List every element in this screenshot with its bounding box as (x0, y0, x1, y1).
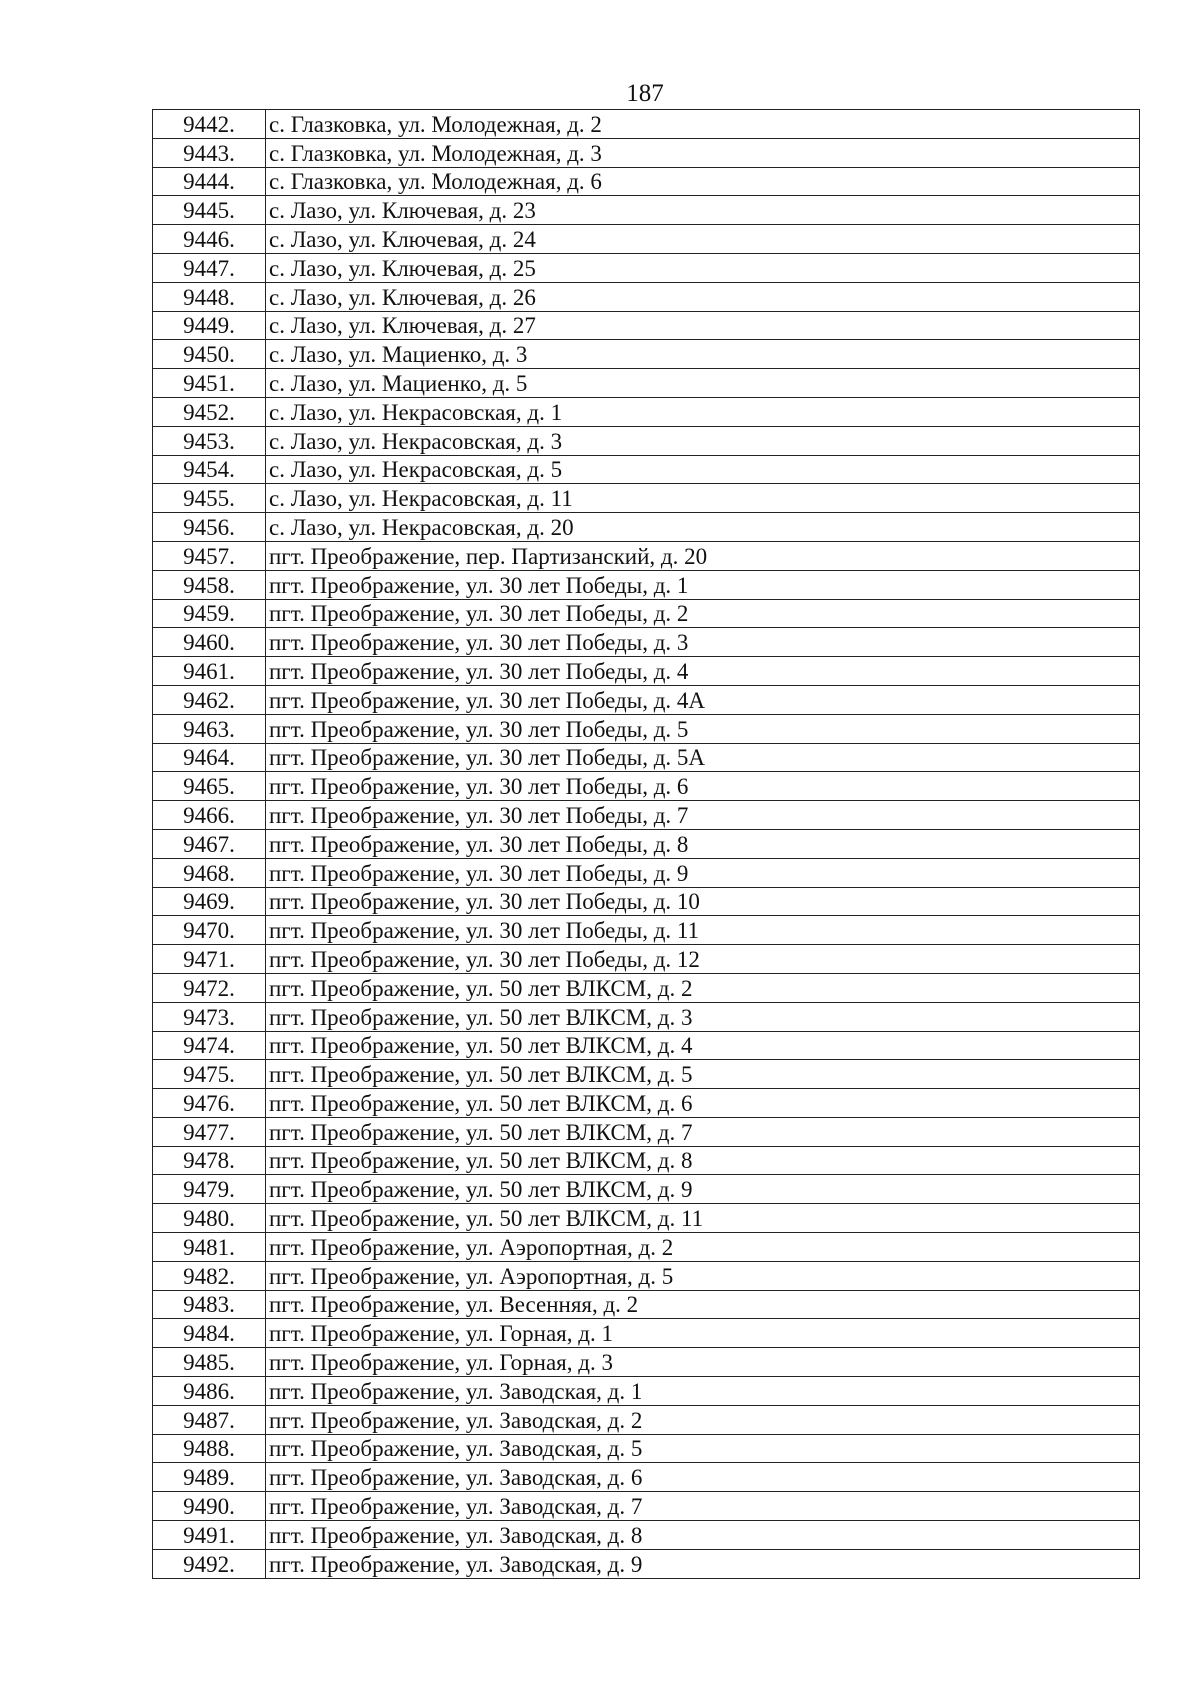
row-address: пгт. Преображение, ул. 50 лет ВЛКСМ, д. 11 (266, 1204, 1140, 1233)
row-address: пгт. Преображение, ул. 30 лет Победы, д. 12 (266, 945, 1140, 974)
row-address: с. Лазо, ул. Ключевая, д. 25 (266, 253, 1140, 282)
row-address: пгт. Преображение, ул. Заводская, д. 7 (266, 1492, 1140, 1521)
row-number: 9491. (153, 1521, 266, 1550)
row-address: пгт. Преображение, ул. Аэропортная, д. 5 (266, 1261, 1140, 1290)
row-number: 9470. (153, 916, 266, 945)
row-address: пгт. Преображение, ул. Заводская, д. 9 (266, 1549, 1140, 1578)
row-number: 9480. (153, 1204, 266, 1233)
row-address: пгт. Преображение, ул. 50 лет ВЛКСМ, д. 3 (266, 1002, 1140, 1031)
row-number: 9444. (153, 167, 266, 196)
row-address: пгт. Преображение, ул. Горная, д. 3 (266, 1348, 1140, 1377)
row-address: пгт. Преображение, ул. 30 лет Победы, д. 5 (266, 714, 1140, 743)
table-row (153, 1377, 1140, 1406)
table-row (153, 1290, 1140, 1319)
table-row (153, 1060, 1140, 1089)
row-address: пгт. Преображение, ул. 30 лет Победы, д. 7 (266, 801, 1140, 830)
row-number: 9452. (153, 397, 266, 426)
row-address: пгт. Преображение, ул. 30 лет Победы, д. 10 (266, 887, 1140, 916)
row-number: 9489. (153, 1463, 266, 1492)
table-row (153, 196, 1140, 225)
table-row (153, 916, 1140, 945)
table-row (153, 743, 1140, 772)
table-row (153, 801, 1140, 830)
row-number: 9484. (153, 1319, 266, 1348)
row-number: 9468. (153, 858, 266, 887)
row-address: пгт. Преображение, ул. 30 лет Победы, д. 5А (266, 743, 1140, 772)
row-address: пгт. Преображение, ул. 50 лет ВЛКСМ, д. 9 (266, 1175, 1140, 1204)
row-address: пгт. Преображение, ул. 30 лет Победы, д. 2 (266, 599, 1140, 628)
row-number: 9486. (153, 1377, 266, 1406)
table-row (153, 541, 1140, 570)
table-row (153, 1204, 1140, 1233)
table-row (153, 1492, 1140, 1521)
row-number: 9455. (153, 484, 266, 513)
address-table-body (153, 110, 1140, 1579)
row-number: 9464. (153, 743, 266, 772)
table-row (153, 714, 1140, 743)
row-number: 9445. (153, 196, 266, 225)
row-address: с. Лазо, ул. Некрасовская, д. 3 (266, 426, 1140, 455)
row-address: пгт. Преображение, ул. Заводская, д. 5 (266, 1434, 1140, 1463)
row-number: 9465. (153, 772, 266, 801)
row-address: с. Лазо, ул. Некрасовская, д. 5 (266, 455, 1140, 484)
table-row (153, 1031, 1140, 1060)
row-number: 9477. (153, 1117, 266, 1146)
row-address: пгт. Преображение, ул. 30 лет Победы, д. 6 (266, 772, 1140, 801)
table-row (153, 1521, 1140, 1550)
table-row (153, 369, 1140, 398)
table-row (153, 973, 1140, 1002)
row-number: 9492. (153, 1549, 266, 1578)
table-row (153, 225, 1140, 254)
row-address: пгт. Преображение, ул. Аэропортная, д. 2 (266, 1233, 1140, 1262)
row-address: с. Глазковка, ул. Молодежная, д. 3 (266, 138, 1140, 167)
table-row (153, 1434, 1140, 1463)
row-number: 9459. (153, 599, 266, 628)
table-row (153, 340, 1140, 369)
table-row (153, 253, 1140, 282)
row-number: 9446. (153, 225, 266, 254)
table-row (153, 1348, 1140, 1377)
row-number: 9482. (153, 1261, 266, 1290)
row-address: с. Лазо, ул. Мациенко, д. 5 (266, 369, 1140, 398)
row-number: 9449. (153, 311, 266, 340)
row-number: 9483. (153, 1290, 266, 1319)
row-address: с. Лазо, ул. Ключевая, д. 27 (266, 311, 1140, 340)
table-row (153, 1549, 1140, 1578)
table-row (153, 858, 1140, 887)
row-address: пгт. Преображение, ул. 50 лет ВЛКСМ, д. 4 (266, 1031, 1140, 1060)
row-address: с. Глазковка, ул. Молодежная, д. 2 (266, 110, 1140, 139)
table-row (153, 1002, 1140, 1031)
row-address: с. Лазо, ул. Ключевая, д. 24 (266, 225, 1140, 254)
table-row (153, 1463, 1140, 1492)
row-number: 9485. (153, 1348, 266, 1377)
row-address: пгт. Преображение, пер. Партизанский, д. 20 (266, 541, 1140, 570)
row-number: 9458. (153, 570, 266, 599)
row-address: пгт. Преображение, ул. Заводская, д. 6 (266, 1463, 1140, 1492)
address-table (152, 109, 1140, 1579)
table-row (153, 570, 1140, 599)
row-address: пгт. Преображение, ул. 30 лет Победы, д. 8 (266, 829, 1140, 858)
table-row (153, 657, 1140, 686)
row-number: 9490. (153, 1492, 266, 1521)
table-row (153, 685, 1140, 714)
table-row (153, 1175, 1140, 1204)
row-address: пгт. Преображение, ул. 30 лет Победы, д. 11 (266, 916, 1140, 945)
table-row (153, 1405, 1140, 1434)
table-row (153, 1146, 1140, 1175)
row-number: 9466. (153, 801, 266, 830)
row-address: пгт. Преображение, ул. 50 лет ВЛКСМ, д. 8 (266, 1146, 1140, 1175)
row-address: пгт. Преображение, ул. 50 лет ВЛКСМ, д. 5 (266, 1060, 1140, 1089)
table-row (153, 1233, 1140, 1262)
row-number: 9471. (153, 945, 266, 974)
table-row (153, 282, 1140, 311)
row-address: пгт. Преображение, ул. 30 лет Победы, д. 9 (266, 858, 1140, 887)
table-row (153, 426, 1140, 455)
row-number: 9453. (153, 426, 266, 455)
table-row (153, 628, 1140, 657)
row-address: пгт. Преображение, ул. Весенняя, д. 2 (266, 1290, 1140, 1319)
row-number: 9447. (153, 253, 266, 282)
row-number: 9474. (153, 1031, 266, 1060)
row-address: с. Лазо, ул. Ключевая, д. 23 (266, 196, 1140, 225)
row-address: пгт. Преображение, ул. 30 лет Победы, д. 1 (266, 570, 1140, 599)
row-address: с. Лазо, ул. Мациенко, д. 3 (266, 340, 1140, 369)
row-number: 9487. (153, 1405, 266, 1434)
row-number: 9488. (153, 1434, 266, 1463)
row-number: 9473. (153, 1002, 266, 1031)
table-row (153, 599, 1140, 628)
row-address: с. Глазковка, ул. Молодежная, д. 6 (266, 167, 1140, 196)
table-row (153, 311, 1140, 340)
row-number: 9460. (153, 628, 266, 657)
row-address: с. Лазо, ул. Некрасовская, д. 1 (266, 397, 1140, 426)
row-address: пгт. Преображение, ул. Заводская, д. 1 (266, 1377, 1140, 1406)
row-number: 9467. (153, 829, 266, 858)
row-number: 9443. (153, 138, 266, 167)
table-row (153, 1117, 1140, 1146)
row-number: 9457. (153, 541, 266, 570)
table-row (153, 945, 1140, 974)
row-address: пгт. Преображение, ул. 50 лет ВЛКСМ, д. 2 (266, 973, 1140, 1002)
row-address: пгт. Преображение, ул. 50 лет ВЛКСМ, д. 7 (266, 1117, 1140, 1146)
table-row (153, 1089, 1140, 1118)
row-address: пгт. Преображение, ул. 30 лет Победы, д. 4А (266, 685, 1140, 714)
row-address: пгт. Преображение, ул. Заводская, д. 2 (266, 1405, 1140, 1434)
row-number: 9472. (153, 973, 266, 1002)
row-number: 9454. (153, 455, 266, 484)
row-address: пгт. Преображение, ул. Заводская, д. 8 (266, 1521, 1140, 1550)
table-row (153, 455, 1140, 484)
table-row (153, 138, 1140, 167)
table-row (153, 397, 1140, 426)
row-number: 9476. (153, 1089, 266, 1118)
table-row (153, 772, 1140, 801)
page-number: 187 (626, 80, 664, 107)
table-row (153, 110, 1140, 139)
table-row (153, 829, 1140, 858)
row-number: 9478. (153, 1146, 266, 1175)
table-row (153, 887, 1140, 916)
table-row (153, 1319, 1140, 1348)
table-row (153, 513, 1140, 542)
row-address: с. Лазо, ул. Некрасовская, д. 20 (266, 513, 1140, 542)
row-address: пгт. Преображение, ул. 30 лет Победы, д. 3 (266, 628, 1140, 657)
row-number: 9462. (153, 685, 266, 714)
table-row (153, 484, 1140, 513)
row-number: 9451. (153, 369, 266, 398)
row-number: 9475. (153, 1060, 266, 1089)
row-number: 9450. (153, 340, 266, 369)
row-number: 9469. (153, 887, 266, 916)
row-number: 9456. (153, 513, 266, 542)
row-address: с. Лазо, ул. Ключевая, д. 26 (266, 282, 1140, 311)
row-number: 9461. (153, 657, 266, 686)
row-number: 9442. (153, 110, 266, 139)
table-row (153, 167, 1140, 196)
row-number: 9448. (153, 282, 266, 311)
row-address: пгт. Преображение, ул. 30 лет Победы, д. 4 (266, 657, 1140, 686)
row-number: 9479. (153, 1175, 266, 1204)
row-address: пгт. Преображение, ул. Горная, д. 1 (266, 1319, 1140, 1348)
row-address: пгт. Преображение, ул. 50 лет ВЛКСМ, д. 6 (266, 1089, 1140, 1118)
row-number: 9463. (153, 714, 266, 743)
row-number: 9481. (153, 1233, 266, 1262)
table-row (153, 1261, 1140, 1290)
row-address: с. Лазо, ул. Некрасовская, д. 11 (266, 484, 1140, 513)
